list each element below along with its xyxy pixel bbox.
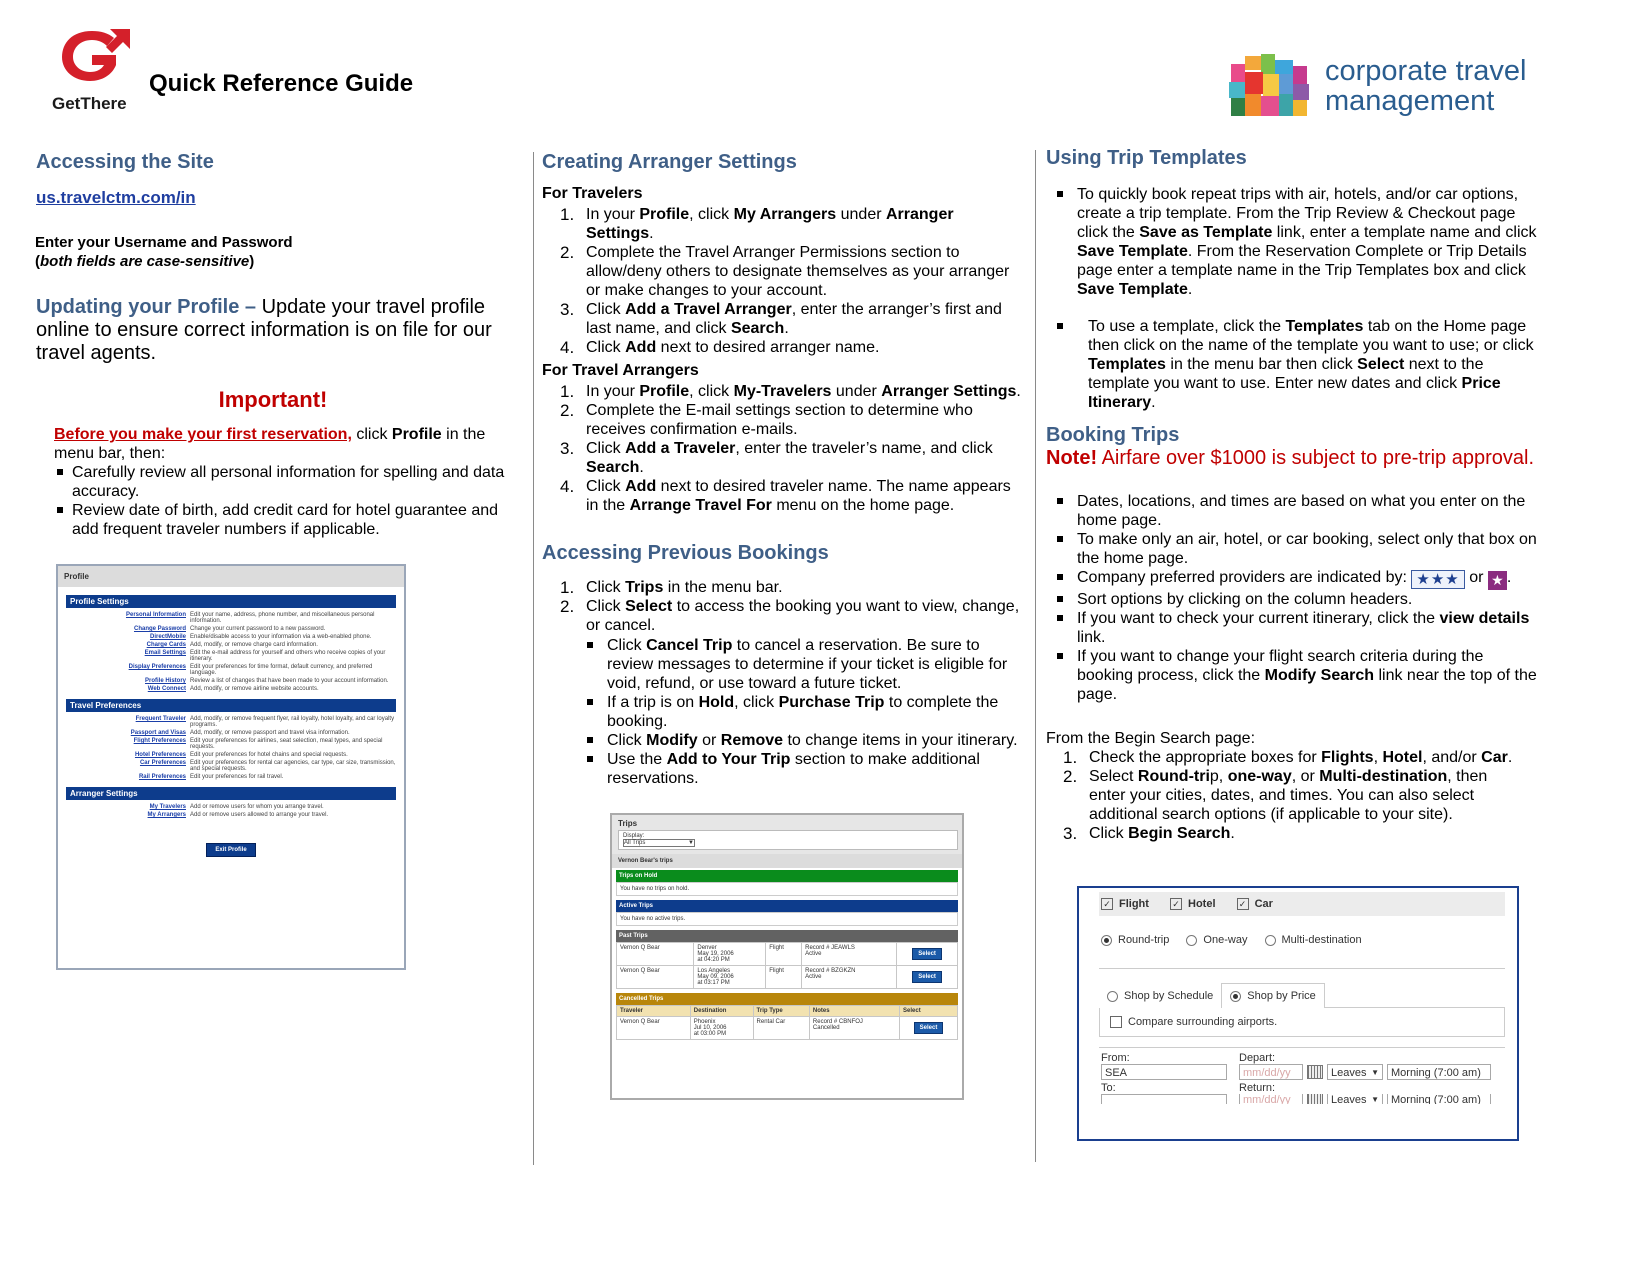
step-number: 2.: [560, 243, 575, 262]
arrangers-steps: [540, 382, 1025, 515]
profile-settings-desc: Edit your name, address, phone number, and miscellaneous personal information.: [190, 612, 375, 624]
one-way-label: One-way: [1203, 934, 1248, 947]
profile-settings-desc: Review a list of changes that have been made to your account information.: [190, 678, 389, 684]
profile-settings-link[interactable]: Email Settings: [144, 650, 186, 656]
ctm-logo: [1225, 50, 1545, 122]
profile-settings-row: [66, 611, 396, 625]
for-arrangers-heading: For Travel Arrangers: [542, 362, 699, 379]
chevron-down-icon: ▼: [1371, 1068, 1379, 1078]
cancelled-trips-table: [616, 1005, 958, 1040]
getthere-logo: [52, 25, 138, 113]
profile-shot-title: Profile: [58, 566, 404, 587]
shop-by-price-tab[interactable]: Shop by Price: [1221, 983, 1324, 1008]
getthere-logo-text: GetThere: [52, 94, 127, 113]
from-label: From:: [1101, 1052, 1130, 1065]
depart-leaves-select[interactable]: Leaves ▼: [1327, 1064, 1383, 1080]
profile-settings-row: [66, 759, 396, 773]
booking-bullet-2: To make only an air, hotel, or car booking, select only that box on the home page.: [1045, 530, 1537, 568]
from-input[interactable]: SEA: [1101, 1064, 1227, 1080]
profile-settings-desc: Enable/disable access to your information via a web-enabled phone.: [190, 634, 372, 640]
round-trip-label: Round-trip: [1118, 934, 1170, 947]
profile-settings-row: [66, 677, 396, 685]
step-number: 3.: [560, 439, 575, 458]
table-cell: Vernon Q Bear: [617, 943, 694, 966]
profile-screenshot: [56, 564, 406, 970]
depart-date-input[interactable]: mm/dd/yy: [1239, 1064, 1303, 1080]
profile-settings-link[interactable]: Display Preferences: [128, 664, 186, 670]
before-reservation: [54, 425, 509, 539]
profile-settings-link[interactable]: Charge Cards: [146, 642, 186, 648]
profile-settings-desc: Add or remove users for whom you arrange travel.: [190, 804, 324, 810]
table-cell: [897, 966, 958, 989]
page-title: Quick Reference Guide: [149, 70, 414, 97]
car-checkbox[interactable]: ✓: [1237, 898, 1249, 910]
table-cell: Vernon Q Bear: [617, 966, 694, 989]
arrangers-step-1: 1. In your Profile, click My-Travelers under Arranger Settings.: [560, 382, 1021, 401]
previous-bookings-heading: Accessing Previous Bookings: [542, 542, 829, 564]
profile-settings-link[interactable]: Web Connect: [147, 686, 186, 692]
profile-settings-desc: Add, modify, or remove frequent flyer, rail loyalty, hotel loyalty, and car loyalty programs.: [190, 716, 395, 728]
login-instructions: [35, 233, 293, 271]
trip-templates-heading: Using Trip Templates: [1046, 147, 1247, 169]
table-row: [617, 1017, 958, 1040]
step-number: 1.: [560, 205, 575, 224]
important-heading: Important!: [218, 387, 328, 412]
calendar-icon[interactable]: [1307, 1094, 1323, 1104]
one-way-radio[interactable]: [1186, 935, 1197, 946]
select-button[interactable]: Select: [914, 1022, 944, 1034]
active-text: You have no active trips.: [616, 912, 958, 926]
profile-settings-link[interactable]: Frequent Traveler: [135, 716, 186, 722]
divider-1: [533, 152, 534, 1165]
begin-search-step-2: 2. Select Round-trip, one-way, or Multi-destination, then enter your cities, dates, and times. You can also select additional search options (if applicable to your site).: [1063, 767, 1488, 823]
table-cell: Denver May 19, 2006 at 04:20 PM: [694, 943, 766, 966]
table-cell: Vernon Q Bear: [617, 1017, 691, 1040]
profile-settings-row: [66, 737, 396, 751]
profile-settings-link[interactable]: Car Preferences: [139, 760, 186, 766]
travelers-step-3: 3. Click Add a Travel Arranger, enter the arranger’s first and last name, and click Search.: [560, 300, 1002, 337]
profile-settings-bar: Profile Settings: [66, 595, 396, 608]
getthere-g-icon: [52, 25, 138, 87]
begin-search-step-3: 3. Click Begin Search.: [1063, 824, 1235, 843]
previous-bullet-2: If a trip is on Hold, click Purchase Trip to complete the booking.: [575, 693, 1027, 731]
exit-profile-button[interactable]: Exit Profile: [206, 843, 255, 857]
shop-by-schedule-tab[interactable]: Shop by Schedule: [1099, 984, 1221, 1008]
profile-settings-desc: Edit your preferences for rental car agencies, car type, car size, transmission, and special requests.: [190, 760, 396, 772]
depart-time-select[interactable]: Morning (7:00 am): [1387, 1064, 1491, 1080]
previous-step-1: 1. Click Trips in the menu bar.: [560, 578, 783, 597]
travelers-step-1: 1. In your Profile, click My Arrangers under Arranger Settings.: [560, 205, 954, 242]
return-label: Return:: [1239, 1082, 1276, 1095]
profile-settings-desc: Add, modify, or remove passport and travel visa information.: [190, 730, 350, 736]
table-cell: Phoenix Jul 10, 2006 at 03:00 PM: [690, 1017, 753, 1040]
past-bar: Past Trips: [616, 930, 958, 942]
profile-settings-link[interactable]: Profile History: [144, 678, 186, 684]
step-number: 1.: [1063, 748, 1078, 767]
profile-settings-link[interactable]: Change Password: [133, 626, 186, 632]
round-trip-radio[interactable]: [1101, 935, 1112, 946]
divider-2: [1035, 150, 1036, 1162]
booking-bullets: [1045, 492, 1537, 704]
multi-destination-label: Multi-destination: [1281, 934, 1362, 947]
preferred-star-box-icon: ★: [1488, 571, 1507, 590]
booking-bullet-4: Sort options by clicking on the column headers.: [1045, 590, 1537, 609]
return-leaves-select[interactable]: Leaves ▼: [1327, 1094, 1383, 1104]
profile-settings-row: [66, 729, 396, 737]
return-date-input[interactable]: mm/dd/yy: [1239, 1094, 1303, 1104]
profile-settings-desc: Edit your preferences for hotel chains and special requests.: [190, 752, 348, 758]
arrangers-step-4: 4. Click Add next to desired traveler name. The name appears in the Arrange Travel For menu on the home page.: [560, 477, 1011, 514]
chevron-down-icon: ▼: [688, 840, 694, 846]
column-header: Trip Type: [753, 1006, 809, 1017]
column-header: Notes: [809, 1006, 899, 1017]
select-button[interactable]: Select: [912, 948, 942, 960]
templates-bullet-2: To use a template, click the Templates tab on the Home page then click on the name of the template you want to use; or click Templates in the menu bar then click Select next to the template you want to use. Enter new dates and click Price Itinerary.: [1045, 317, 1537, 412]
column-header: Destination: [690, 1006, 753, 1017]
profile-settings-desc: Edit your preferences for rail travel.: [190, 774, 284, 780]
travel-preferences-list: [66, 712, 396, 787]
to-input[interactable]: [1101, 1094, 1227, 1104]
booking-bullet-3: Company preferred providers are indicated by: ★★★ or ★ .: [1045, 568, 1537, 590]
arrangers-step-2: 2. Complete the E-mail settings section to determine who receives confirmation e-mails.: [560, 401, 973, 438]
previous-step-2: 2. Click Select to access the booking you want to view, change, or cancel.: [560, 597, 1020, 634]
profile-settings-row: [66, 633, 396, 641]
table-cell: Rental Car: [753, 1017, 809, 1040]
column-header: Traveler: [617, 1006, 691, 1017]
active-bar: Active Trips: [616, 900, 958, 912]
profile-settings-link[interactable]: Rail Preferences: [138, 774, 186, 780]
creating-arranger-heading: Creating Arranger Settings: [542, 151, 797, 173]
begin-search-step-1: 1. Check the appropriate boxes for Flights, Hotel, and/or Car.: [1063, 748, 1513, 767]
car-label: Car: [1254, 898, 1273, 910]
arranger-settings-bar: Arranger Settings: [66, 787, 396, 800]
table-cell: [900, 1017, 958, 1040]
table-cell: Los Angeles May 09, 2006 at 03:17 PM: [694, 966, 766, 989]
begin-search-steps: [1043, 748, 1528, 843]
profile-settings-row: [66, 641, 396, 649]
site-link[interactable]: us.travelctm.com/in: [36, 188, 196, 207]
profile-settings-row: [66, 663, 396, 677]
profile-settings-row: [66, 685, 396, 693]
for-travelers-heading: For Travelers: [542, 185, 643, 202]
trips-owner: Vernon Bear's trips: [612, 854, 962, 868]
profile-settings-link[interactable]: My Travelers: [149, 804, 186, 810]
travel-preferences-bar: Travel Preferences: [66, 699, 396, 712]
step-number: 3.: [560, 300, 575, 319]
accessing-site-heading: Accessing the Site: [36, 151, 214, 173]
updating-text: Update your travel profile online to ensure correct information is on file for our travel agents.: [36, 296, 492, 364]
profile-settings-desc: Add or remove users allowed to arrange your travel.: [190, 812, 329, 818]
from-begin-search: From the Begin Search page:: [1046, 730, 1256, 747]
previous-bookings-steps: [540, 578, 1025, 635]
table-cell: [897, 943, 958, 966]
profile-settings-link[interactable]: Personal Information: [125, 612, 186, 618]
profile-settings-row: [66, 773, 396, 781]
step-number: 2.: [1063, 767, 1078, 786]
travelers-steps: [540, 205, 1025, 357]
profile-settings-desc: Add, modify, or remove charge card information.: [190, 642, 318, 648]
profile-settings-row: [66, 715, 396, 729]
profile-settings-row: [66, 649, 396, 663]
previous-bullet-3: Click Modify or Remove to change items in your itinerary.: [575, 731, 1027, 750]
on-hold-text: You have no trips on hold.: [616, 882, 958, 896]
step-number: 3.: [1063, 824, 1078, 843]
step-number: 2.: [560, 401, 575, 420]
table-header-row: [617, 1006, 958, 1017]
travelers-step-4: 4. Click Add next to desired arranger name.: [560, 338, 880, 357]
profile-settings-desc: Edit your preferences for time format, default currency, and preferred language.: [190, 664, 373, 676]
ctm-line1: corporate travel: [1325, 55, 1527, 87]
step-number: 4.: [560, 338, 575, 357]
display-select[interactable]: All Trips ▼: [624, 840, 694, 846]
login-line2: (both fields are case-sensitive): [35, 253, 255, 270]
table-cell: Flight: [766, 966, 802, 989]
templates-bullet-1: To quickly book repeat trips with air, hotels, and/or car options, create a trip template. From the Trip Review & Checkout page click the Save as Template link, enter a template name and click Save Template. From the Reservation Complete or Trip Details page enter a template name in the Trip Templates box and click Save Template.: [1045, 185, 1537, 299]
trip-templates-bullets: [1045, 185, 1537, 412]
chevron-down-icon: ▼: [1371, 1095, 1379, 1105]
profile-bullet-1: Carefully review all personal information for spelling and data accuracy.: [54, 463, 509, 501]
booking-bullet-1: Dates, locations, and times are based on what you enter on the home page.: [1045, 492, 1537, 530]
before-link: Before you make your first reservation,: [54, 426, 352, 443]
table-cell: Record # JEAWLS Active: [802, 943, 897, 966]
table-row: [617, 943, 958, 966]
profile-settings-link[interactable]: Flight Preferences: [133, 738, 186, 744]
compare-airports-label: Compare surrounding airports.: [1128, 1016, 1278, 1029]
table-cell: Record # BZGKZN Active: [802, 966, 897, 989]
preferred-stars-icon: ★★★: [1411, 570, 1464, 589]
ctm-mosaic-icon: [1225, 50, 1315, 122]
step-number: 1.: [560, 578, 575, 597]
return-time-select[interactable]: Morning (7:00 am): [1387, 1094, 1491, 1104]
profile-settings-link[interactable]: My Arrangers: [147, 812, 186, 818]
to-label: To:: [1101, 1082, 1116, 1095]
column-header: Select: [900, 1006, 958, 1017]
profile-settings-row: [66, 625, 396, 633]
profile-settings-desc: Change your current password to a new password.: [190, 626, 326, 632]
booking-bullet-6: If you want to change your flight search criteria during the booking process, click the Modify Search link near the top of the page.: [1045, 647, 1537, 704]
hotel-checkbox[interactable]: ✓: [1170, 898, 1182, 910]
travelers-step-2: 2. Complete the Travel Arranger Permissions section to allow/deny others to designate themselves as your arranger or make changes to your account.: [560, 243, 1010, 299]
depart-label: Depart:: [1239, 1052, 1276, 1065]
profile-settings-list: [66, 608, 396, 699]
profile-settings-row: [66, 803, 396, 811]
table-cell: Record # CBNFOJ Cancelled: [809, 1017, 899, 1040]
ctm-line2: management: [1325, 85, 1495, 117]
booking-trips-heading: Booking Trips: [1046, 424, 1180, 446]
previous-bullet-4: Use the Add to Your Trip section to make additional reservations.: [575, 750, 1027, 788]
trips-screenshot: [610, 813, 964, 1100]
before-paragraph: Before you make your first reservation, click Profile in the menu bar, then:: [54, 426, 486, 462]
compare-airports-checkbox[interactable]: [1110, 1016, 1122, 1028]
cancelled-bar: Cancelled Trips: [616, 993, 958, 1005]
arrangers-step-3: 3. Click Add a Traveler, enter the traveler’s name, and click Search.: [560, 439, 993, 476]
profile-settings-link[interactable]: Passport and Visas: [130, 730, 186, 736]
flight-label: Flight: [1119, 898, 1149, 910]
calendar-icon[interactable]: [1307, 1065, 1323, 1079]
updating-profile: [36, 296, 506, 365]
profile-bullet-2: Review date of birth, add credit card for hotel guarantee and add frequent traveler numbers if applicable.: [54, 501, 509, 539]
booking-bullet-5: If you want to check your current itinerary, click the view details link.: [1045, 609, 1537, 647]
table-cell: Flight: [766, 943, 802, 966]
select-button[interactable]: Select: [912, 971, 942, 983]
search-screenshot: [1077, 886, 1519, 1141]
flight-checkbox[interactable]: ✓: [1101, 898, 1113, 910]
previous-bookings-bullets: [575, 636, 1027, 788]
step-number: 1.: [560, 382, 575, 401]
profile-settings-link[interactable]: DirectMobile: [149, 634, 186, 640]
profile-settings-desc: Add, modify, or remove airline website accounts.: [190, 686, 319, 692]
profile-settings-link[interactable]: Hotel Preferences: [134, 752, 186, 758]
multi-destination-radio[interactable]: [1265, 935, 1276, 946]
trips-title: Trips: [618, 819, 638, 828]
profile-settings-row: [66, 751, 396, 759]
past-trips-table: [616, 942, 958, 989]
profile-settings-desc: Edit the e-mail address for yourself and others who receive copies of your itinerary.: [190, 650, 386, 662]
on-hold-bar: Trips on Hold: [616, 870, 958, 882]
updating-heading: Updating your Profile –: [36, 296, 257, 318]
approval-note: Note! Airfare over $1000 is subject to pre-trip approval.: [1046, 447, 1535, 469]
profile-settings-row: [66, 811, 396, 819]
login-line1: Enter your Username and Password: [35, 234, 293, 251]
display-label: Display:: [623, 833, 645, 839]
table-row: [617, 966, 958, 989]
previous-bullet-1: Click Cancel Trip to cancel a reservation. Be sure to review messages to determine if your ticket is eligible for void, refund, or use toward a future ticket.: [575, 636, 1027, 693]
step-number: 2.: [560, 597, 575, 616]
step-number: 4.: [560, 477, 575, 496]
profile-settings-desc: Edit your preferences for airlines, seat selection, meal types, and special requests.: [190, 738, 383, 750]
hotel-label: Hotel: [1188, 898, 1216, 910]
arranger-settings-list: [66, 800, 396, 825]
